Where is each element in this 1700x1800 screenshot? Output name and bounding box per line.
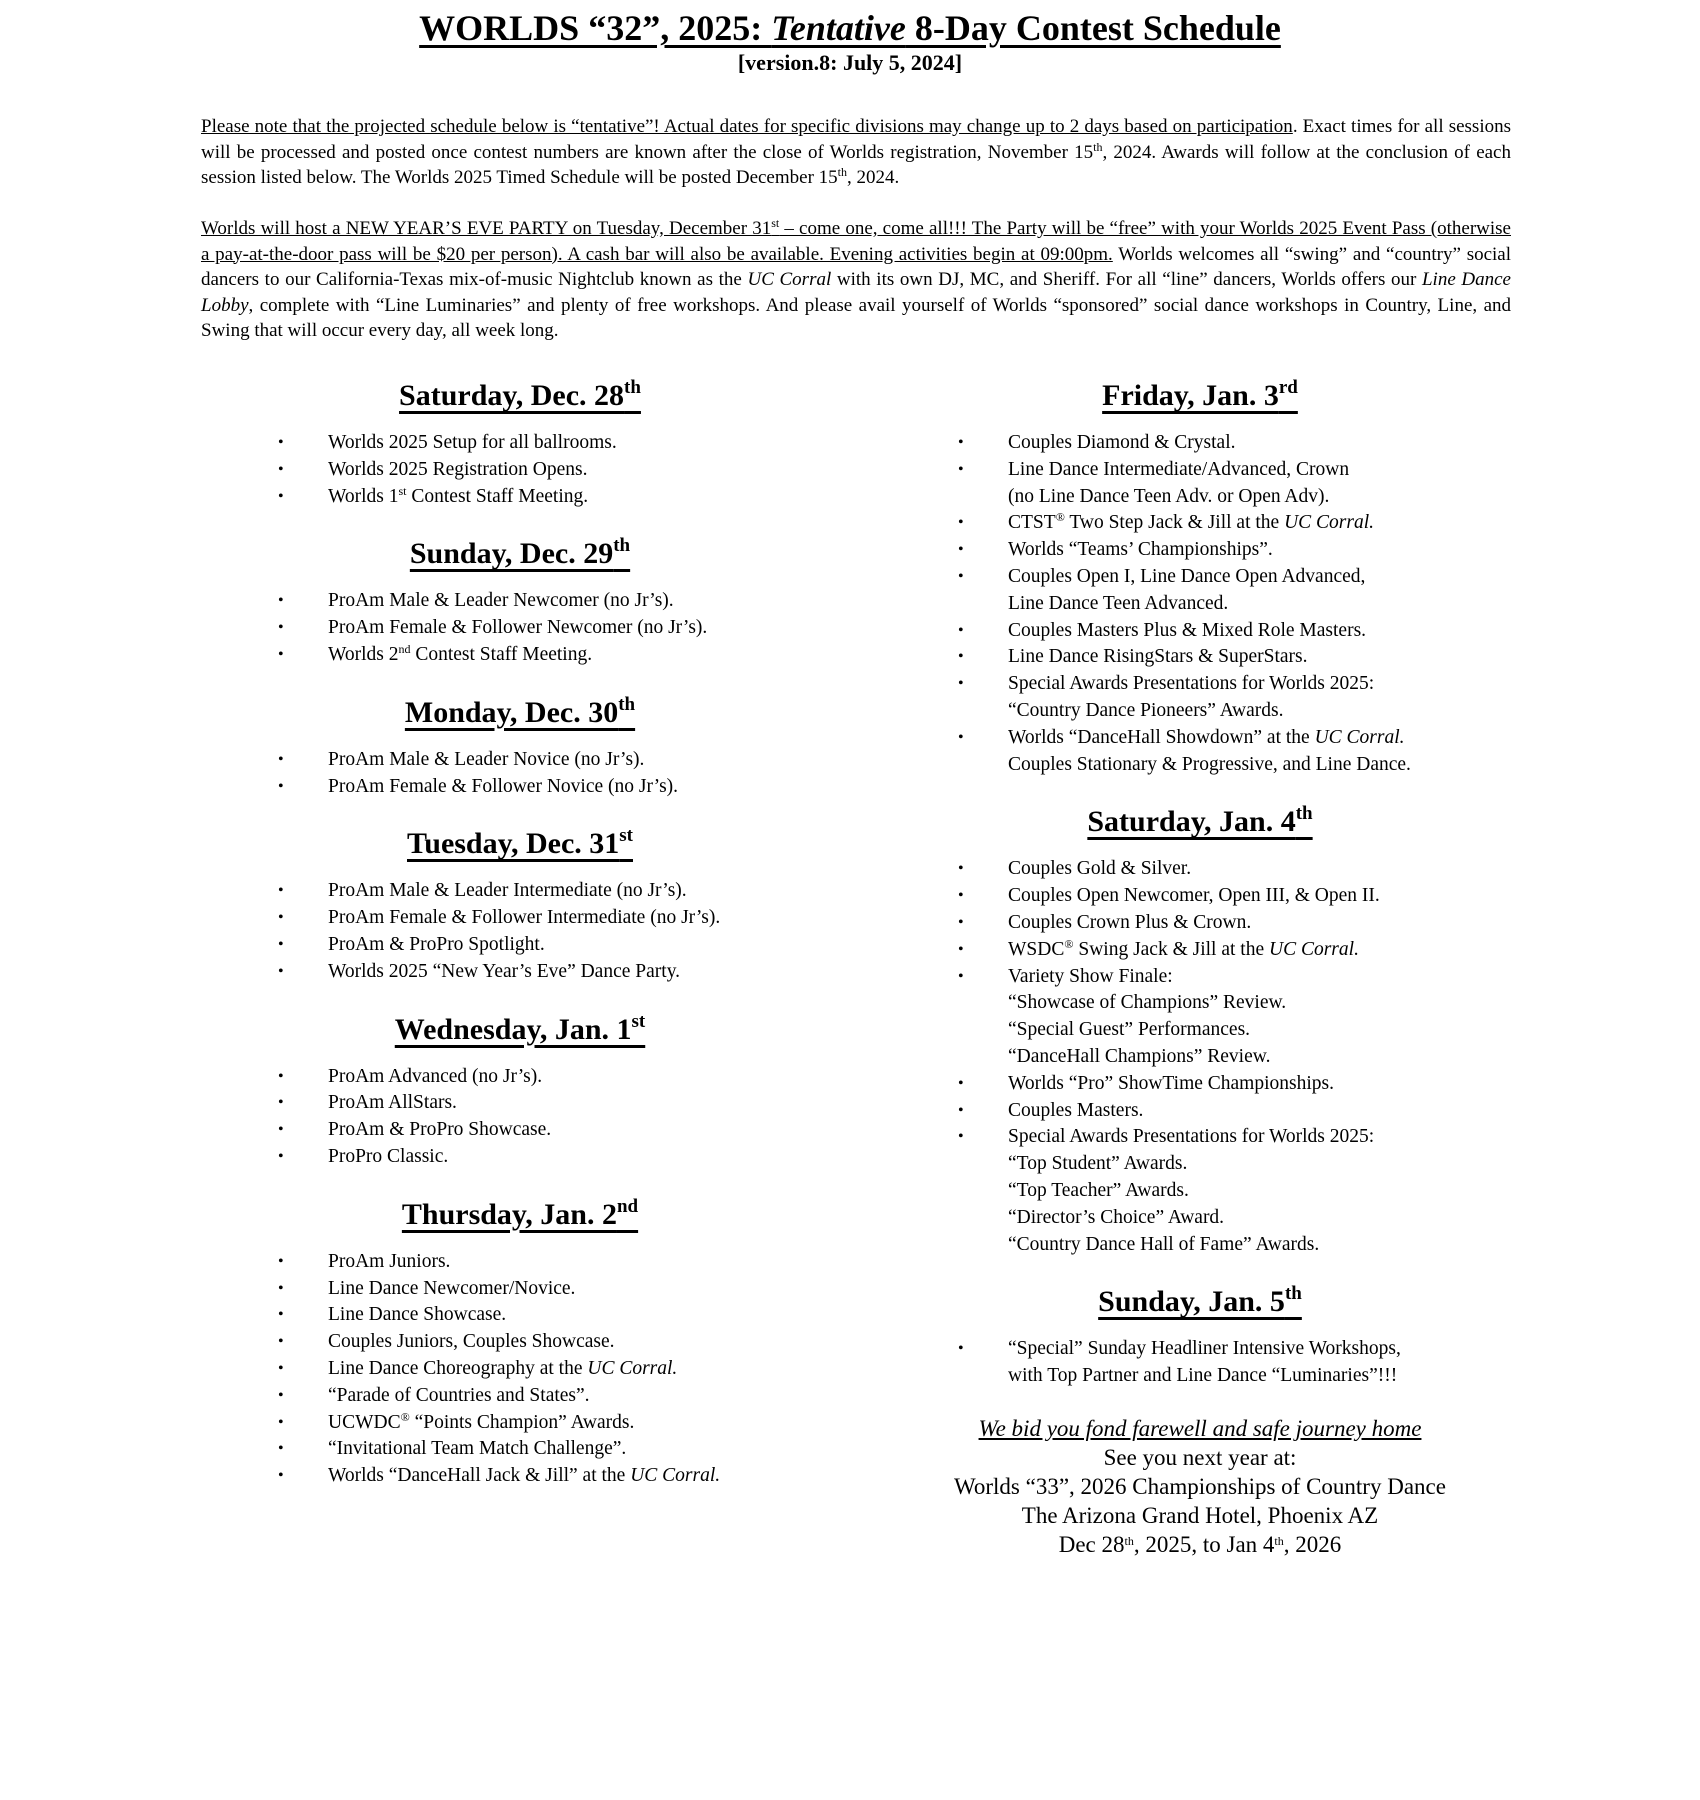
- day-saturday-jan-4: [880, 802, 1520, 1258]
- bullet-icon: •: [278, 777, 284, 795]
- list-item: • ProAm Male & Leader Newcomer (no Jr’s).: [200, 588, 840, 615]
- bullet-icon: •: [278, 460, 284, 478]
- schedule-right-column: [880, 376, 1520, 1559]
- list-item: • ProPro Classic.: [200, 1144, 840, 1171]
- next-event-line: Worlds “33”, 2026 Championships of Country Dance: [954, 1473, 1446, 1499]
- version-note: [version.8: July 5, 2024]: [737, 50, 963, 75]
- day-heading: Sunday, Jan. 5th: [1098, 1283, 1302, 1319]
- list-item: • Couples Diamond & Crystal.: [880, 430, 1520, 457]
- bullet-icon: •: [958, 621, 964, 639]
- farewell-block: [880, 1414, 1520, 1559]
- list-item: • ProAm & ProPro Spotlight.: [200, 932, 840, 959]
- bullet-icon: •: [278, 962, 284, 980]
- list-item: • Couples Crown Plus & Crown.: [880, 910, 1520, 937]
- list-item: • ProAm Male & Leader Novice (no Jr’s).: [200, 747, 840, 774]
- list-item: • ProAm Male & Leader Intermediate (no Jr’s).: [200, 878, 840, 905]
- list-item: • Couples Gold & Silver.: [880, 856, 1520, 883]
- list-item: • Worlds “Pro” ShowTime Championships.: [880, 1071, 1520, 1098]
- bullet-icon: •: [958, 541, 964, 559]
- list-item: • Worlds “DanceHall Jack & Jill” at the UC Corral.: [200, 1463, 840, 1490]
- farewell-line: We bid you fond farewell and safe journey home: [978, 1415, 1422, 1441]
- intro-paragraph-schedule: Please note that the projected schedule below is “tentative”! Actual dates for specific divisions may change up to 2 days based on participation. Exact times for all sessions will be processed and posted once contest numbers are known after the close of Worlds registration, November 15th, 2024. Awards will follow at the conclusion of each session listed below. The Worlds 2025 Timed Schedule will be posted December 15th, 2024.: [201, 116, 1511, 188]
- bullet-icon: •: [958, 648, 964, 666]
- venue-line: The Arizona Grand Hotel, Phoenix AZ: [1021, 1502, 1379, 1528]
- list-item: • “Special” Sunday Headliner Intensive Workshops, with Top Partner and Line Dance “Luminaries”!!!: [958, 1338, 1401, 1387]
- bullet-icon: •: [958, 675, 964, 693]
- bullet-icon: •: [278, 1306, 284, 1324]
- see-you-line: See you next year at:: [1103, 1444, 1297, 1470]
- day-heading: Monday, Dec. 30th: [404, 693, 636, 729]
- bullet-icon: •: [278, 935, 284, 953]
- bullet-icon: •: [958, 967, 964, 985]
- bullet-icon: •: [958, 567, 964, 585]
- list-item: • Line Dance Intermediate/Advanced, Crown (no Line Dance Teen Adv. or Open Adv).: [958, 458, 1350, 507]
- list-item: • Line Dance Showcase.: [200, 1302, 840, 1329]
- schedule-left-column: [200, 376, 840, 1514]
- day-heading: Thursday, Jan. 2nd: [401, 1195, 639, 1231]
- bullet-icon: •: [278, 1252, 284, 1270]
- day-wednesday-jan-1: [200, 1010, 840, 1171]
- bullet-icon: •: [958, 1340, 964, 1358]
- list-item: • ProAm Juniors.: [200, 1249, 840, 1276]
- bullet-icon: •: [278, 1067, 284, 1085]
- bullet-icon: •: [958, 887, 964, 905]
- bullet-icon: •: [278, 1386, 284, 1404]
- bullet-icon: •: [278, 1094, 284, 1112]
- bullet-icon: •: [958, 1074, 964, 1092]
- list-item: • Line Dance Newcomer/Novice.: [200, 1276, 840, 1303]
- list-item: • Couples Masters Plus & Mixed Role Masters.: [880, 618, 1520, 645]
- list-item: • ProAm & ProPro Showcase.: [200, 1117, 840, 1144]
- day-monday-dec-30: [200, 693, 840, 801]
- list-item: • Special Awards Presentations for Worlds 2025: “Country Dance Pioneers” Awards.: [958, 673, 1375, 721]
- bullet-icon: •: [278, 645, 284, 663]
- list-item: • Worlds “DanceHall Showdown” at the UC Corral. Couples Stationary & Progressive, and Line Dance.: [958, 726, 1411, 775]
- day-sunday-jan-5: [880, 1282, 1520, 1390]
- bullet-icon: •: [278, 1359, 284, 1377]
- list-item: • CTST® Two Step Jack & Jill at the UC Corral.: [880, 510, 1520, 537]
- list-item: • ProAm Female & Follower Newcomer (no Jr’s).: [200, 615, 840, 642]
- next-dates-line: Dec 28th, 2025, to Jan 4th, 2026: [1058, 1531, 1342, 1557]
- bullet-icon: •: [958, 460, 964, 478]
- day-heading: Wednesday, Jan. 1st: [394, 1010, 646, 1046]
- list-item: • Couples Juniors, Couples Showcase.: [200, 1329, 840, 1356]
- bullet-icon: •: [278, 1440, 284, 1458]
- day-thursday-jan-2: [200, 1195, 840, 1490]
- bullet-icon: •: [278, 619, 284, 637]
- bullet-icon: •: [958, 1101, 964, 1119]
- bullet-icon: •: [278, 1467, 284, 1485]
- list-item: • UCWDC® “Points Champion” Awards.: [200, 1410, 840, 1437]
- bullet-icon: •: [278, 1279, 284, 1297]
- list-item: • “Parade of Countries and States”.: [200, 1383, 840, 1410]
- bullet-icon: •: [278, 592, 284, 610]
- list-item: • Worlds 2025 Registration Opens.: [200, 457, 840, 484]
- bullet-icon: •: [958, 728, 964, 746]
- day-sunday-dec-29: [200, 534, 840, 668]
- list-item: • Worlds “Teams’ Championships”.: [880, 537, 1520, 564]
- day-heading: Tuesday, Dec. 31st: [407, 825, 633, 861]
- bullet-icon: •: [278, 487, 284, 505]
- bullet-icon: •: [278, 1333, 284, 1351]
- bullet-icon: •: [958, 913, 964, 931]
- page-title: WORLDS “32”, 2025: Tentative 8-Day Contest Schedule: [419, 8, 1281, 48]
- list-item: • ProAm AllStars.: [200, 1090, 840, 1117]
- bullet-icon: •: [958, 434, 964, 451]
- bullet-icon: •: [278, 1121, 284, 1139]
- list-item: • Worlds 2nd Contest Staff Meeting.: [200, 642, 840, 669]
- day-tuesday-dec-31: [200, 824, 840, 985]
- bullet-icon: •: [278, 434, 284, 451]
- bullet-icon: •: [958, 940, 964, 958]
- list-item: • Worlds 1st Contest Staff Meeting.: [200, 484, 840, 511]
- list-item: • Worlds 2025 “New Year’s Eve” Dance Party.: [200, 959, 840, 986]
- day-heading: Saturday, Dec. 28th: [399, 377, 641, 412]
- intro-paragraph-party: Worlds will host a NEW YEAR’S EVE PARTY on Tuesday, December 31st – come one, come all!!! The Party will be “free” with your Worlds 2025 Event Pass (otherwise a pay-at-the-door pass will be $20 per person). A cash bar will also be available. Evening activities begin at 09:00pm. Worlds welcomes all “swing” and “country” social dancers to our California-Texas mix-of-music Nightclub known as the UC Corral with its own DJ, MC, and Sheriff. For all “line” dancers, Worlds offers our Line Dance Lobby, complete with “Line Luminaries” and plenty of free workshops. And please avail yourself of Worlds “sponsored” social dance workshops in Country, Line, and Swing that will occur every day, all week long.: [201, 216, 1512, 341]
- list-item: • Variety Show Finale: “Showcase of Champions” Review. “Special Guest” Performances. “DanceHall Champions” Review.: [958, 965, 1287, 1067]
- list-item: • Couples Open I, Line Dance Open Advanced, Line Dance Teen Advanced.: [958, 565, 1366, 614]
- list-item: • Worlds 2025 Setup for all ballrooms.: [200, 430, 840, 457]
- bullet-icon: •: [278, 909, 284, 927]
- list-item: • ProAm Female & Follower Intermediate (no Jr’s).: [200, 905, 840, 932]
- bullet-icon: •: [278, 1147, 284, 1165]
- bullet-icon: •: [958, 1128, 964, 1146]
- bullet-icon: •: [278, 750, 284, 768]
- list-item: • ProAm Female & Follower Novice (no Jr’s).: [200, 774, 840, 801]
- day-friday-jan-3: [880, 376, 1520, 778]
- bullet-icon: •: [958, 860, 964, 878]
- list-item: • Couples Open Newcomer, Open III, & Open II.: [880, 883, 1520, 910]
- bullet-icon: •: [278, 882, 284, 900]
- list-item: • “Invitational Team Match Challenge”.: [200, 1436, 840, 1463]
- bullet-icon: •: [958, 514, 964, 532]
- day-heading: Friday, Jan. 3rd: [1102, 377, 1298, 412]
- bullet-icon: •: [278, 1413, 284, 1431]
- day-heading: Saturday, Jan. 4th: [1087, 803, 1313, 839]
- list-item: • WSDC® Swing Jack & Jill at the UC Corral.: [880, 937, 1520, 964]
- list-item: • Line Dance Choreography at the UC Corral.: [200, 1356, 840, 1383]
- day-saturday-dec-28: [200, 376, 840, 510]
- day-heading: Sunday, Dec. 29th: [409, 535, 631, 571]
- list-item: • Couples Masters.: [880, 1098, 1520, 1125]
- list-item: • ProAm Advanced (no Jr’s).: [200, 1064, 840, 1091]
- list-item: • Line Dance RisingStars & SuperStars.: [880, 644, 1520, 671]
- list-item: • Special Awards Presentations for Worlds 2025: “Top Student” Awards. “Top Teacher” Awards. “Director’s Choice” Award. “Country Dance Hall of Fame” Awards.: [958, 1126, 1375, 1255]
